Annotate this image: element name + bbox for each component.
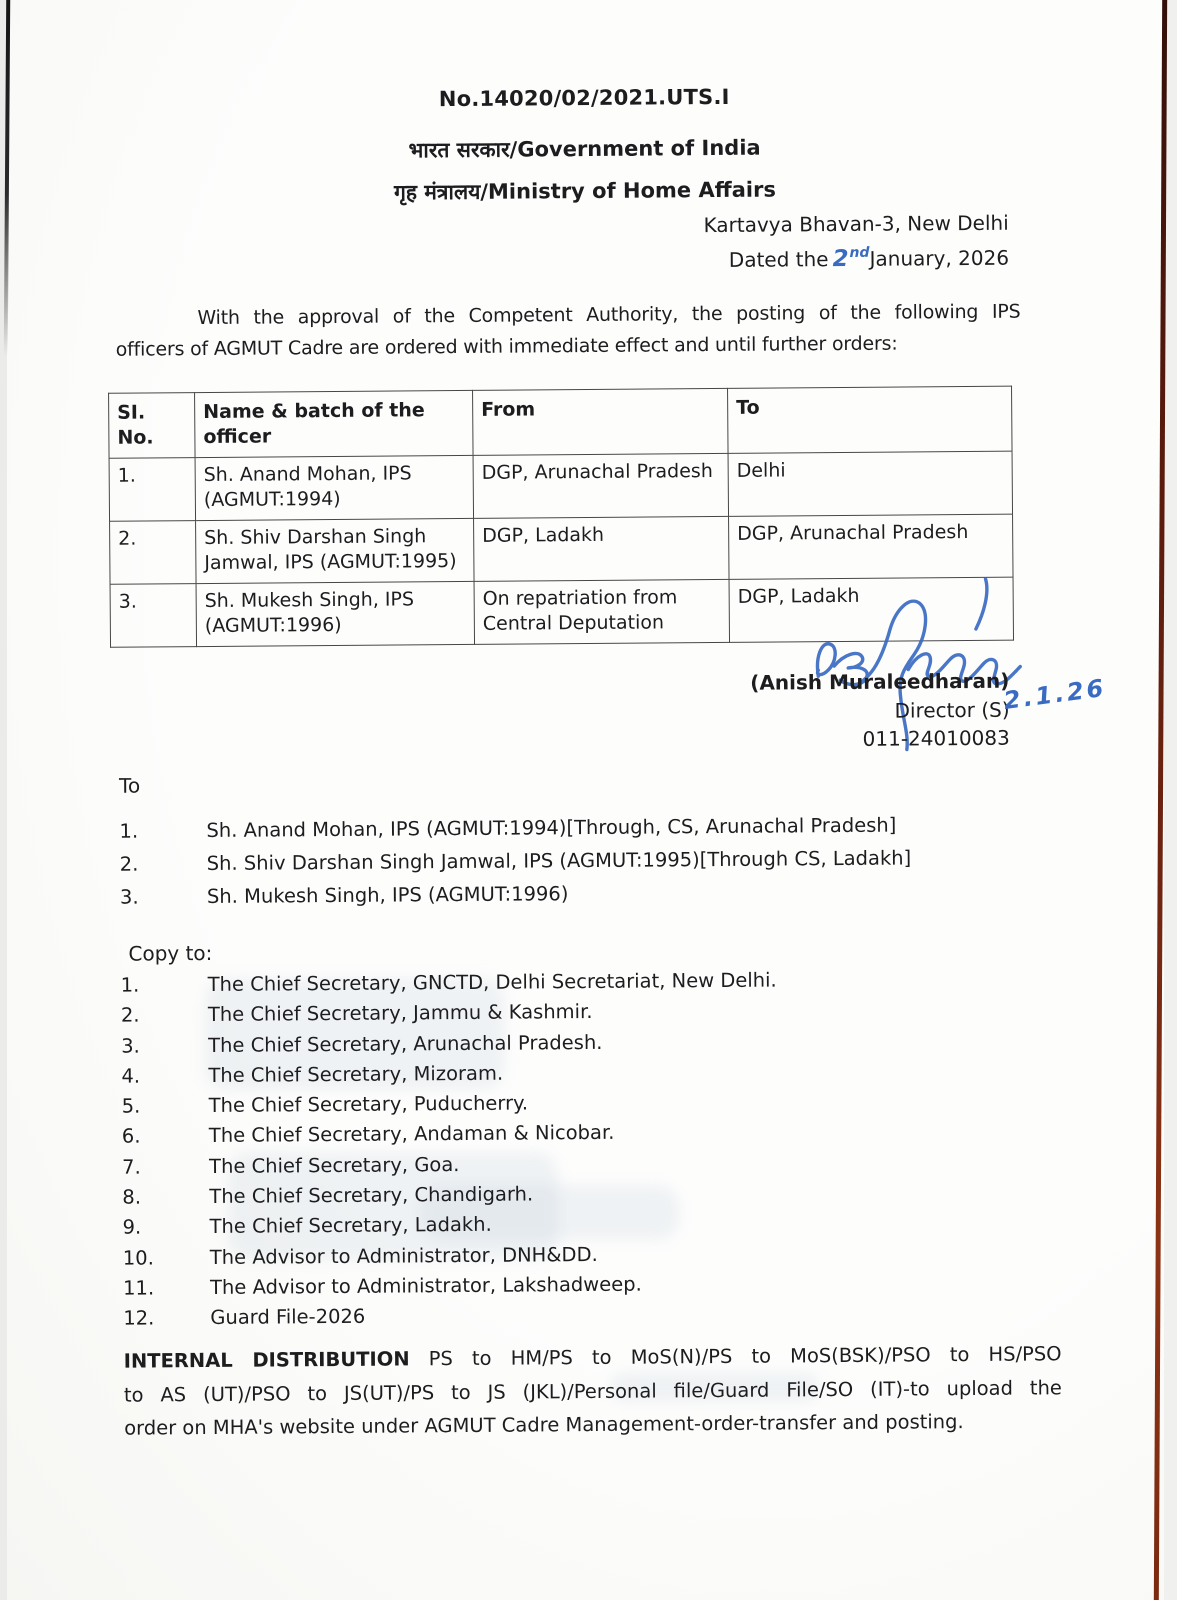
list-item: [120, 878, 1070, 918]
item-number: 2.: [119, 852, 139, 876]
item-number: 2.: [120, 1003, 140, 1027]
place-line: Kartavya Bhavan-3, New Delhi: [703, 210, 1009, 238]
handwritten-ordinal: nd: [849, 244, 870, 261]
date-suffix: January, 2026: [869, 245, 1010, 271]
signatory-name: (Anish Muraleedharan): [750, 668, 1010, 695]
handwritten-sign-date: 2.1.26: [1002, 673, 1108, 715]
item-number: 6.: [121, 1125, 141, 1149]
internal-distribution: [124, 1337, 1063, 1445]
internal-line-2: to AS (UT)/PSO to JS(UT)/PS to JS (JKL)/Personal file/Guard File/SO (IT)-to upload the: [123, 1375, 1062, 1407]
cell-sl: 2.: [110, 521, 196, 585]
item-number: 1.: [119, 819, 139, 843]
cell-to: DGP, Arunachal Pradesh: [729, 514, 1013, 579]
handwritten-day: 2: [832, 245, 849, 273]
opening-line-2: officers of AGMUT Cadre are ordered with immediate effect and until further orders:: [115, 332, 898, 361]
cell-from: DGP, Arunachal Pradesh: [473, 453, 728, 518]
copy-to-list: [121, 966, 1074, 1337]
signatory-phone: 011-24010083: [862, 725, 1010, 751]
item-number: 9.: [122, 1215, 142, 1240]
item-number: 7.: [122, 1155, 141, 1179]
cell-from: DGP, Ladakh: [474, 516, 729, 581]
item-number: 3.: [121, 1034, 140, 1058]
item-text: The Chief Secretary, Puducherry.: [208, 1091, 529, 1118]
item-number: 4.: [121, 1064, 141, 1088]
item-text: The Chief Secretary, Goa.: [209, 1152, 460, 1178]
item-number: 11.: [122, 1276, 155, 1300]
item-number: 5.: [121, 1094, 141, 1118]
cell-to: DGP, Ladakh: [729, 577, 1013, 642]
internal-text: PS to HM/PS to MoS(N)/PS to MoS(BSK)/PSO to HS/PSO: [428, 1342, 1062, 1371]
signature-block: [750, 667, 1010, 755]
item-text: The Chief Secretary, Mizoram.: [208, 1061, 504, 1087]
item-number: 12.: [123, 1306, 155, 1330]
file-number: No.14020/02/2021.UTS.I: [438, 84, 730, 112]
item-number: 3.: [119, 885, 139, 909]
item-text: The Advisor to Administrator, Lakshadweep.: [209, 1272, 642, 1299]
cell-to: Delhi: [728, 451, 1012, 516]
date-line: [704, 238, 1009, 275]
item-text: The Chief Secretary, GNCTD, Delhi Secretariat, New Delhi.: [207, 968, 777, 997]
cell-name: Sh. Mukesh Singh, IPS (AGMUT:1996): [196, 581, 474, 646]
date-prefix: Dated the: [728, 247, 829, 272]
header-name-batch: Name & batch of the officer: [195, 390, 474, 457]
item-text: Sh. Mukesh Singh, IPS (AGMUT:1996): [206, 882, 569, 909]
signatory-designation: Director (S): [894, 697, 1010, 723]
item-text: The Chief Secretary, Chandigarh.: [209, 1182, 534, 1209]
item-text: The Advisor to Administrator, DNH&DD.: [209, 1242, 598, 1269]
item-text: The Chief Secretary, Ladakh.: [209, 1213, 492, 1239]
addressee-list: [119, 812, 1070, 918]
cell-name: Sh. Anand Mohan, IPS (AGMUT:1994): [195, 455, 473, 520]
opening-line-1: With the approval of the Competent Authority, the posting of the following IPS: [197, 300, 1021, 330]
cell-sl: 3.: [110, 584, 196, 648]
item-number: 8.: [122, 1185, 142, 1209]
internal-line-3: order on MHA's website under AGMUT Cadre Management-order-transfer and posting.: [124, 1410, 964, 1440]
item-text: Sh. Anand Mohan, IPS (AGMUT:1994)[Through, CS, Arunachal Pradesh]: [206, 813, 897, 843]
item-number: 10.: [122, 1246, 154, 1270]
item-text: The Chief Secretary, Jammu & Kashmir.: [207, 1000, 593, 1027]
list-item: [123, 1299, 1073, 1337]
item-text: The Chief Secretary, Andaman & Nicobar.: [208, 1121, 615, 1148]
cell-name: Sh. Shiv Darshan Singh Jamwal, IPS (AGMUT:1995): [196, 518, 474, 583]
opening-paragraph: [115, 297, 1020, 366]
header-sl-no: SI. No.: [109, 393, 196, 459]
signature-slash: [976, 579, 988, 629]
item-text: The Chief Secretary, Arunachal Pradesh.: [208, 1030, 603, 1057]
to-heading: To: [119, 773, 141, 798]
ministry-of-home-affairs-line: गृह मंत्रालय/Ministry of Home Affairs: [393, 177, 777, 205]
internal-heading: INTERNAL DISTRIBUTION: [123, 1347, 410, 1373]
table-row: [109, 451, 1012, 521]
item-number: 1.: [120, 973, 140, 997]
cell-from: On repatriation from Central Deputation: [474, 579, 729, 644]
item-text: Sh. Shiv Darshan Singh Jamwal, IPS (AGMUT:1995)[Through CS, Ladakh]: [206, 846, 912, 876]
item-text: Guard File-2026: [210, 1305, 366, 1330]
cell-sl: 1.: [109, 458, 195, 522]
table-header-row: [109, 386, 1012, 458]
header-from: From: [473, 388, 729, 455]
place-date-block: [703, 209, 1009, 275]
header-to: To: [728, 386, 1013, 453]
copy-to-heading: Copy to:: [128, 940, 213, 966]
government-of-india-line: भारत सरकार/Government of India: [408, 135, 761, 163]
